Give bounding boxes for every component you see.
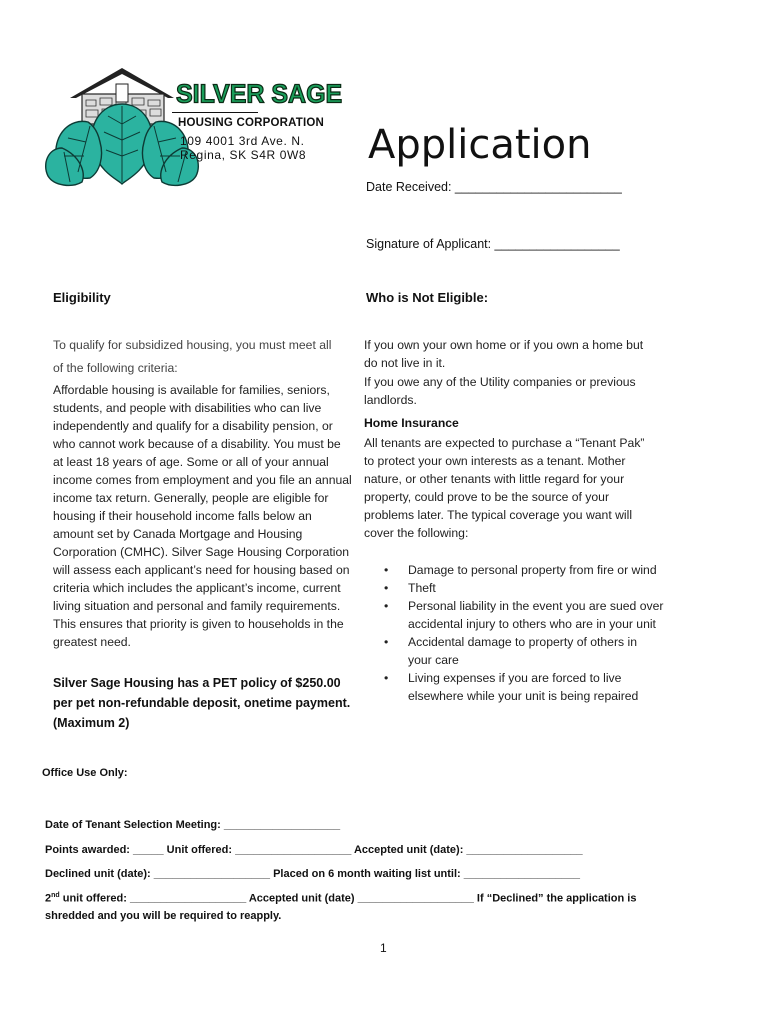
coverage-item-text: Personal liability in the event you are sued over accidental injury to others who are in your unit (408, 599, 664, 631)
eligibility-intro-line-1: To qualify for subsidized housing, you must meet all (53, 338, 332, 352)
bullet-icon: • (384, 563, 389, 577)
coverage-item-text: Accidental damage to property of others in your care (408, 635, 637, 667)
home-insurance-heading: Home Insurance (364, 416, 459, 430)
pet-policy-note: Silver Sage Housing has a PET policy of $250.00 per pet non-refundable deposit, onetime payment. (Maximum 2) (53, 676, 351, 730)
points-unit-field: Points awarded: _____ Unit offered: ___________________ Accepted unit (date): ___________________ (45, 844, 583, 856)
address-line-1: 109 4001 3rd Ave. N. (180, 134, 305, 148)
coverage-list (364, 561, 664, 705)
not-eligible-heading: Who is Not Eligible: (366, 290, 489, 305)
list-item (364, 561, 664, 579)
logo-subtitle: HOUSING CORPORATION (178, 117, 325, 129)
declined-unit-field: Declined unit (date): ___________________ Placed on 6 month waiting list until: ___________________ (45, 868, 580, 880)
reapply-note: shredded and you will be required to reapply. (45, 910, 282, 922)
not-eligible-line-2: If you owe any of the Utility companies or previous landlords. (364, 375, 636, 407)
list-item (364, 633, 664, 669)
date-received-field: Date Received: ________________________ (366, 180, 622, 194)
bullet-icon: • (384, 599, 389, 613)
list-item (364, 669, 664, 705)
office-use-heading: Office Use Only: (42, 767, 128, 779)
second-unit-prefix: 2 (45, 892, 52, 905)
list-item (364, 579, 664, 597)
page-number: 1 (380, 941, 387, 955)
address-line-2: Regina, SK S4R 0W8 (180, 147, 307, 162)
bullet-icon: • (384, 635, 389, 649)
bullet-icon: • (384, 671, 389, 685)
home-insurance-paragraph: All tenants are expected to purchase a “Tenant Pak” to protect your own interests as a tenant. Mother nature, or other tenants with little regard for your property, could prove to be the source of your problems later. The typical coverage you want will cover the following: (364, 436, 645, 540)
second-unit-superscript: nd (51, 892, 60, 899)
coverage-item-text: Damage to personal property from fire or wind (408, 563, 657, 577)
coverage-item-text: Living expenses if you are forced to live elsewhere while your unit is being repaired (408, 671, 639, 703)
eligibility-intro-line-2: of the following criteria: (53, 361, 178, 375)
logo-address (180, 135, 306, 162)
second-unit-text: unit offered: ___________________ Accepted unit (date) ___________________ If “Declined” the application is (59, 892, 637, 905)
selection-meeting-field: Date of Tenant Selection Meeting: ___________________ (45, 819, 341, 831)
bullet-icon: • (384, 581, 389, 595)
second-unit-field (45, 892, 636, 905)
page-title: Application (368, 122, 592, 168)
coverage-item-text: Theft (408, 581, 436, 595)
eligibility-paragraph: Affordable housing is available for families, seniors, students, and people with disabilities who can live independently and qualify for a disability pension, or who cannot work because of a disability. You must be at least 18 years of age. Some or all of your annual income comes from employment and you file an annual income tax return. Generally, people are eligible for housing if their household income falls below an amount set by Canada Mortgage and Housing Corporation (CMHC). Silver Sage Housing Corporation will assess each applicant’s need for housing based on criteria which includes the applicant’s income, current living situation and personal and family requirements. This ensures that priority is given to households in the greatest need. (53, 383, 352, 649)
not-eligible-line-1: If you own your own home or if you own a home but do not live in it. (364, 338, 644, 370)
logo-brand-name: SILVER SAGE (176, 79, 343, 109)
list-item (364, 597, 664, 633)
signature-field: Signature of Applicant: __________________ (366, 237, 620, 251)
eligibility-heading: Eligibility (53, 290, 111, 305)
logo-divider (172, 112, 258, 113)
